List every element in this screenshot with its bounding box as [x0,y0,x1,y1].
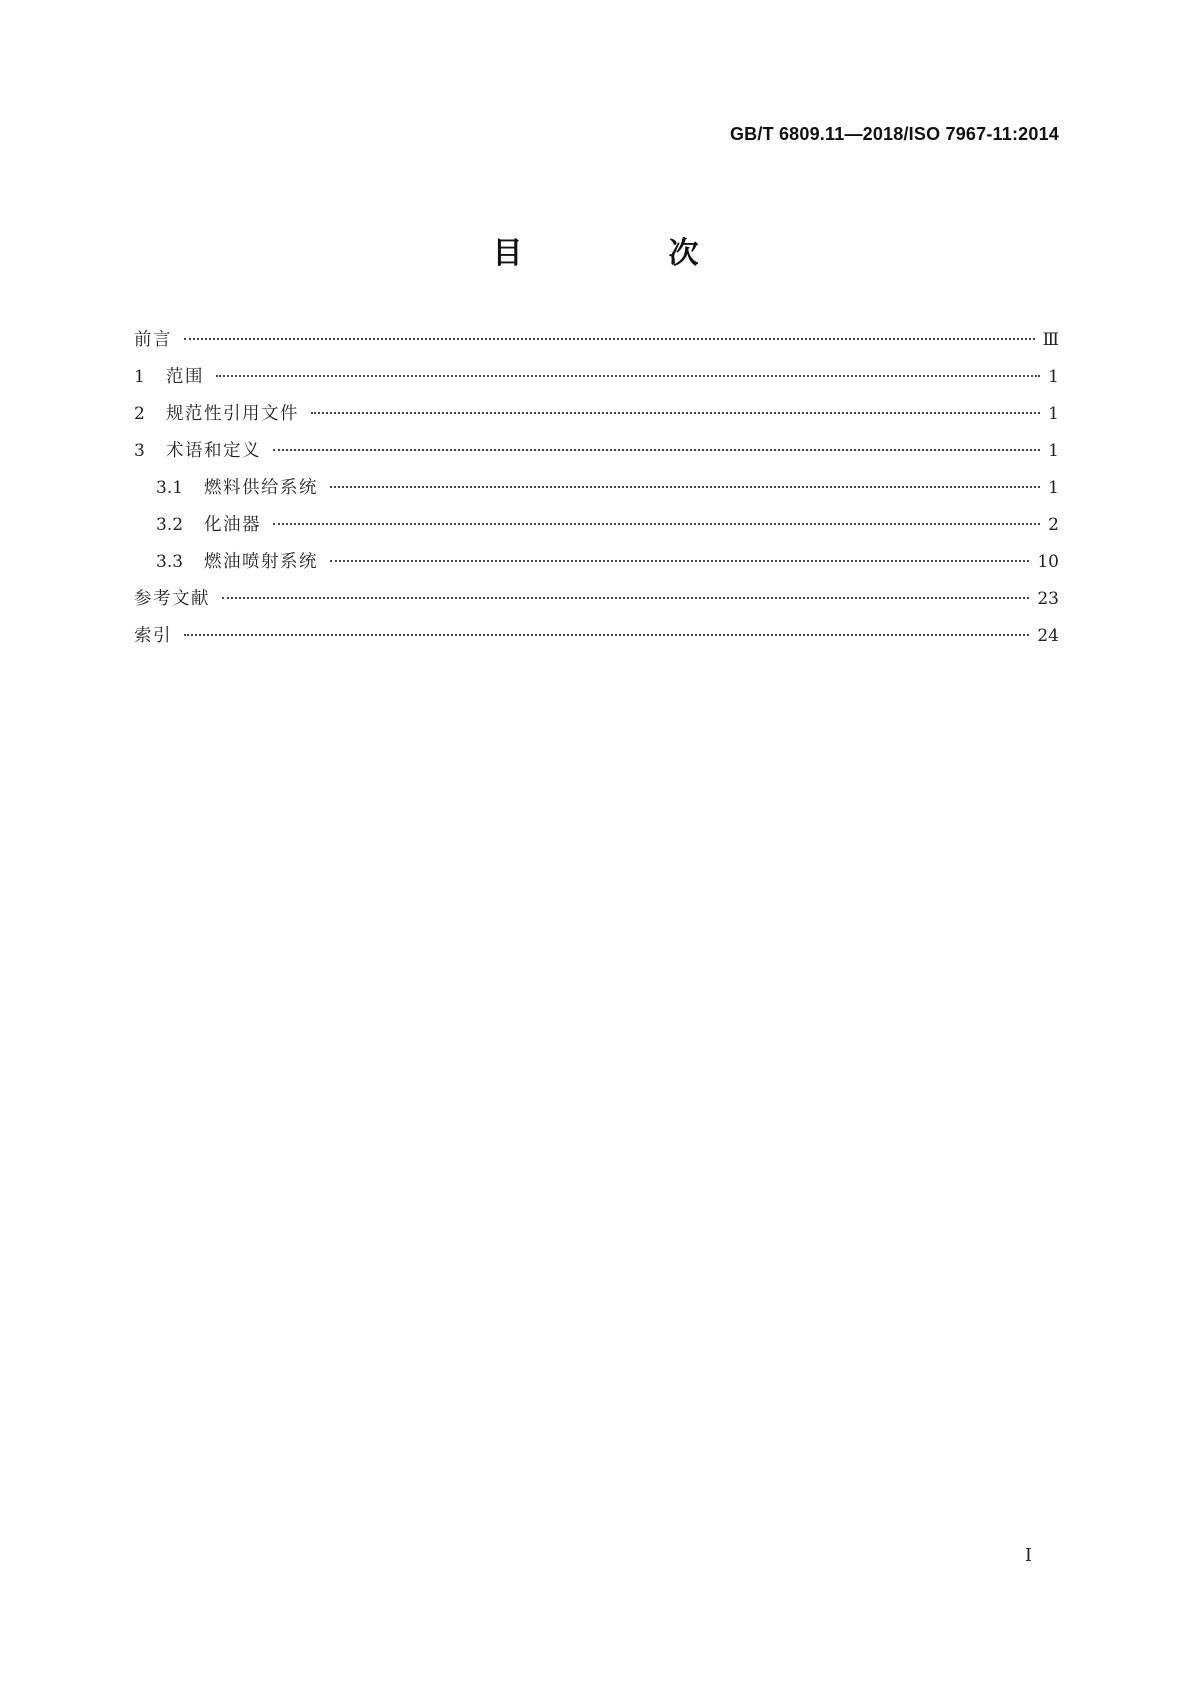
toc-entry-fuel-supply-system[interactable] [134,474,1059,511]
toc-entry-page: 23 [1037,589,1059,609]
toc-entry-label: 化油器 [204,515,261,535]
toc-dot-leader [330,486,1040,488]
toc-entry-label: 燃料供给系统 [204,478,318,498]
toc-entry-fuel-injection-system[interactable] [134,548,1059,585]
toc-entry-label: 前言 [134,330,172,350]
toc-entry-label: 索引 [134,626,172,646]
page-number: I [1024,1545,1032,1566]
toc-entry-foreword[interactable] [134,326,1059,363]
toc-dot-leader [311,412,1040,414]
toc-entry-page: Ⅲ [1042,330,1059,350]
toc-entry-page: 24 [1037,626,1059,646]
toc-entry-label: 燃油喷射系统 [204,552,318,572]
toc-dot-leader [273,523,1040,525]
toc-entry-number: 1 [134,367,145,387]
standard-number: GB/T 6809.11—2018/ISO 7967-11:2014 [729,124,1059,144]
toc-entry-number: 3.2 [156,515,184,535]
toc-dot-leader [222,597,1029,599]
toc-entry-number: 3.3 [156,552,184,572]
toc-title: 目 次 [492,236,757,271]
toc-entry-page: 2 [1048,515,1059,535]
toc-dot-leader [184,634,1029,636]
toc-entry-label: 规范性引用文件 [166,404,299,424]
toc-entry-carburettor[interactable] [134,511,1059,548]
toc-entry-label: 范围 [166,367,204,387]
toc-entry-number: 3 [134,441,145,461]
toc-entry-scope[interactable] [134,363,1059,400]
toc-entry-page: 1 [1048,478,1059,498]
toc-dot-leader [273,449,1040,451]
toc-entry-page: 1 [1048,404,1059,424]
toc-dot-leader [184,338,1035,340]
toc-entry-bibliography[interactable] [134,585,1059,622]
toc-dot-leader [216,375,1040,377]
toc-entry-number: 3.1 [156,478,184,498]
toc-entry-normative-references[interactable] [134,400,1059,437]
toc-entry-terms-definitions[interactable] [134,437,1059,474]
toc-entry-page: 1 [1048,367,1059,387]
toc-dot-leader [330,560,1029,562]
toc-entry-label: 参考文献 [134,589,210,609]
toc-entry-page: 1 [1048,441,1059,461]
toc-entry-label: 术语和定义 [166,441,261,461]
toc-entry-index[interactable] [134,622,1059,659]
toc-entry-page: 10 [1037,552,1059,572]
table-of-contents [134,326,1059,659]
toc-entry-number: 2 [134,404,145,424]
